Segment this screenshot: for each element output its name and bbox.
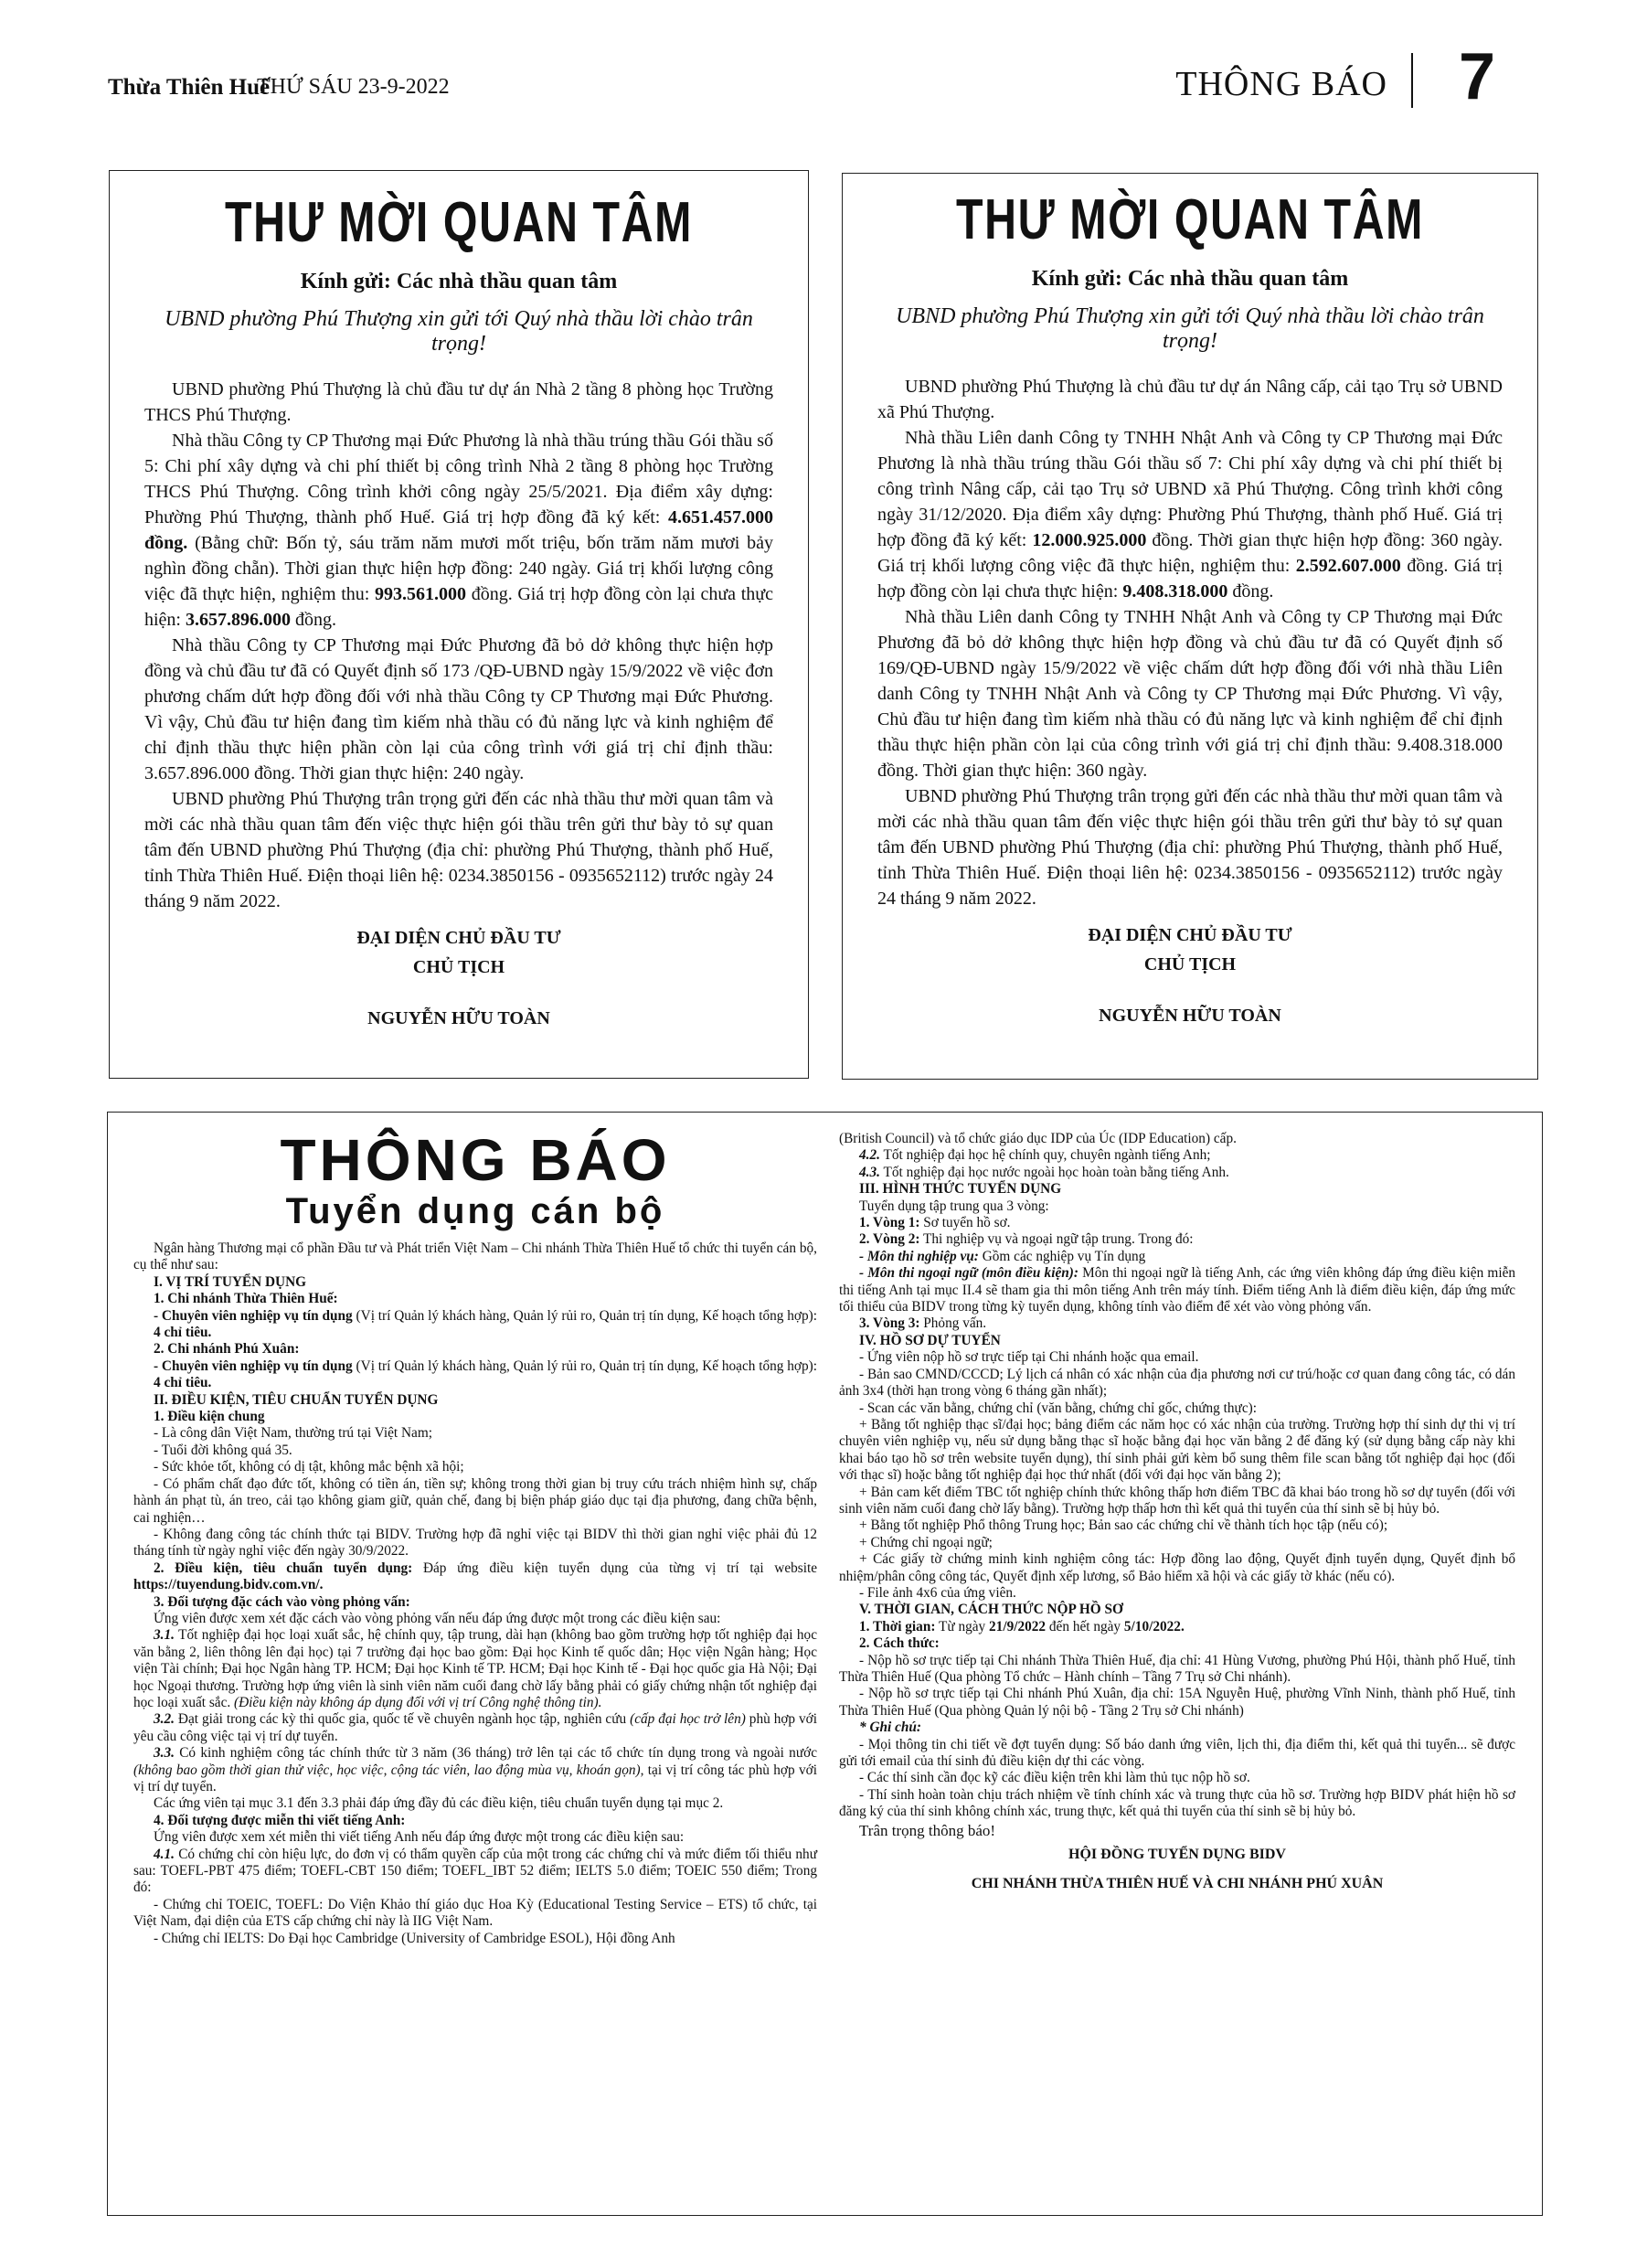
notice-body: [144, 377, 773, 914]
notice-paragraph: Nhà thầu Liên danh Công ty TNHH Nhật Anh và Công ty CP Thương mại Đức Phương đã bỏ dở không thực hiện hợp đồng và chủ đầu tư đã có Quyết định số 169/QĐ-UBND ngày 15/9/2022 về việc chấm dứt hợp đồng đối với nhà thầu Liên danh Công ty TNHH Nhật Anh và Công ty CP Thương mại Đức Phương. Vì vậy, Chủ đầu tư hiện đang tìm kiếm nhà thầu có đủ năng lực và kinh nghiệm để chỉ định thầu thực hiện phần còn lại của công trình với giá trị chỉ định thầu: 9.408.318.000 đồng. Thời gian thực hiện: 360 ngày.: [877, 607, 1503, 782]
notice-paragraph: Nhà thầu Công ty CP Thương mại Đức Phương là nhà thầu trúng thầu Gói thầu số 5: Chi phí xây dựng và chi phí thiết bị công trình Nhà 2 tầng 8 phòng học Trường THCS Phú Thượng. Công trình khởi công ngày 25/5/2021. Địa điểm xây dựng: Phường Phú Thượng, thành phố Huế. Giá trị hợp đồng đã ký kết: 4.651.457.000 đồng. (Bằng chữ: Bốn tỷ, sáu trăm năm mươi mốt triệu, bốn trăm năm mươi bảy nghìn đồng chẵn). Thời gian thực hiện hợp đồng: 240 ngày. Giá trị khối lượng công việc đã thực hiện, nghiệm thu: 993.561.000 đồng. Giá trị hợp đồng còn lại chưa thực hiện: 3.657.896.000 đồng.: [144, 431, 774, 631]
notice-title: THƯ MỜI QUAN TÂM: [956, 188, 1424, 251]
notice-intro: UBND phường Phú Thượng xin gửi tới Quý nhà thầu lời chào trân trọng!: [896, 304, 1484, 354]
signatory-2: CHI NHÁNH THỪA THIÊN HUẾ VÀ CHI NHÁNH PHÚ XUÂN: [971, 1876, 1384, 1892]
notice-greeting: Kính gửi: Các nhà thầu quan tâm: [1031, 267, 1349, 292]
notice-box-1: [109, 170, 809, 1079]
recruitment-subtitle: Tuyển dụng cán bộ: [285, 1191, 665, 1231]
section-heading: III. HÌNH THỨC TUYỂN DỤNG: [859, 1181, 1062, 1198]
notice-title: THƯ MỜI QUAN TÂM: [225, 191, 693, 254]
notice-paragraph: UBND phường Phú Thượng trân trọng gửi đến các nhà thầu thư mời quan tâm và mời các nhà thầu quan tâm đến việc thực hiện gói thầu trên gửi thư bày tỏ sự quan tâm đến UBND phường Phú Thượng (địa chỉ: phường Phú Thượng, thành phố Huế, tỉnh Thừa Thiên Huế. Điện thoại liên hệ: 0234.3850156 - 0935652112) trước ngày 24 tháng 9 năm 2022.: [877, 786, 1503, 910]
notice-paragraph: Nhà thầu Công ty CP Thương mại Đức Phương đã bỏ dở không thực hiện hợp đồng và chủ đầu tư đã có Quyết định số 173 /QĐ-UBND ngày 15/9/2022 về việc đơn phương chấm dứt hợp đồng đối với nhà thầu Công ty CP Thương mại Đức Phương. Vì vậy, Chủ đầu tư hiện đang tìm kiếm nhà thầu có đủ năng lực và kinh nghiệm để chỉ định thầu thực hiện phần còn lại của công trình với giá trị chỉ định thầu: 3.657.896.000 đồng. Thời gian thực hiện: 240 ngày.: [144, 635, 773, 784]
notice-paragraph: UBND phường Phú Thượng trân trọng gửi đến các nhà thầu thư mời quan tâm và mời các nhà thầu quan tâm đến việc thực hiện gói thầu trên gửi thư bày tỏ sự quan tâm đến UBND phường Phú Thượng (địa chỉ: phường Phú Thượng, thành phố Huế, tỉnh Thừa Thiên Huế. Điện thoại liên hệ: 0234.3850156 - 0935652112) trước ngày 24 tháng 9 năm 2022.: [144, 789, 773, 912]
section-heading: V. THỜI GIAN, CÁCH THỨC NỘP HỒ SƠ: [859, 1602, 1123, 1618]
recruitment-intro: Ngân hàng Thương mại cổ phần Đầu tư và Phát triển Việt Nam – Chi nhánh Thừa Thiên Huế tổ chức thi tuyển cán bộ, cụ thể như sau:: [133, 1240, 817, 1273]
notice-signature: ĐẠI DIỆN CHỦ ĐẦU TƯ CHỦ TỊCH NGUYỄN HỮU TOÀN: [1088, 925, 1292, 1027]
recruitment-left-column: THÔNG BÁO Tuyển dụng cán bộ Ngân hàng Thương mại cổ phần Đầu tư và Phát triển Việt Nam – Chi nhánh Thừa Thiên Huế tổ chức thi tuyển cán bộ, cụ thể như sau: I. VỊ TRÍ TUYỂN DỤNG 1. Chi nhánh Thừa Thiên Huế: - Chuyên viên nghiệp vụ tín dụng (Vị trí Quản lý khách hàng, Quản lý rủi ro, Quản trị tín dụng, Kế hoạch tổng hợp): 4 chỉ tiêu. 2. Chi nhánh Phú Xuân: - Chuyên viên nghiệp vụ tín dụng (Vị trí Quản lý khách hàng, Quản lý rủi ro, Quản trị tín dụng, Kế hoạch tổng hợp): 4 chỉ tiêu. II. ĐIỀU KIỆN, TIÊU CHUẨN TUYỂN DỤNG 1. Điều kiện chung - Là công dân Việt Nam, thường trú tại Việt Nam; - Tuổi đời không quá 35. - Sức khỏe tốt, không có dị tật, không mắc bệnh xã hội; - Có phẩm chất đạo đức tốt, không có tiền án, tiền sự; không trong thời gian bị truy cứu trách nhiệm hình sự, chấp hành án phạt tù, án treo, cải tạo không giam giữ, quản chế, đang bị biện pháp giáo dục tại địa phương, đang chữa bệnh, cai nghiện… - Không đang công tác chính thức tại BIDV. Trường hợp đã nghỉ việc tại BIDV thì thời gian nghỉ việc phải đủ 12 tháng tính từ ngày nghỉ việc đến ngày 30/9/2022. 2. Điều kiện, tiêu chuẩn tuyển dụng: Đáp ứng điều kiện tuyển dụng của từng vị trí tại website https://tuyendung.bidv.com.vn/. 3. Đối tượng đặc cách vào vòng phỏng vấn: Ứng viên được xem xét đặc cách vào vòng phỏng vấn nếu đáp ứng được một trong các điều kiện sau: 3.1. Tốt nghiệp đại học loại xuất sắc, hệ chính quy, tập trung, dài hạn (không bao gồm trường hợp tốt nghiệp đại học văn bằng 2, liên thông lên đại học) tại 7 trường đại học bao gồm: Đại học Kinh tế quốc dân; Học viện Ngân hàng; Học viện Tài chính; Đại học Ngân hàng TP. HCM; Đại học Kinh tế TP. HCM; Đại học Kinh tế - Đại học quốc gia Hà Nội; Đại học Ngoại thương. Trường hợp ứng viên là sinh viên năm cuối đang chờ lấy bằng phải có giấy chứng nhận tốt nghiệp đại học loại xuất sắc. (Điều kiện này không áp dụng đối với vị trí Công nghệ thông tin). 3.2. Đạt giải trong các kỳ thi quốc gia, quốc tế về chuyên ngành học tập, nghiên cứu (cấp đại học trở lên) phù hợp với yêu cầu công việc tại vị trí dự tuyển. 3.3. Có kinh nghiệm công tác chính thức từ 3 năm (36 tháng) trở lên tại các tổ chức tín dụng trong và ngoài nước (không bao gồm thời gian thử việc, học việc, cộng tác viên, lao động mùa vụ, khoán gọn), tại vị trí công tác phù hợp với vị trí dự tuyển. Các ứng viên tại mục 3.1 đến 3.3 phải đáp ứng đầy đủ các điều kiện, tiêu chuẩn tuyển dụng tại mục 2. 4. Đối tượng được miễn thi viết tiếng Anh: Ứng viên được xem xét miễn thi viết tiếng Anh nếu đáp ứng được một trong các điều kiện sau: 4.1. Có chứng chỉ còn hiệu lực, do đơn vị có thẩm quyền cấp của một trong các chứng chỉ và mức điểm tối thiểu như sau: TOEFL-PBT 475 điểm; TOEFL-CBT 150 điểm; TOEFL_IBT 52 điểm; IELTS 5.0 điểm; TOEIC 550 điểm; Trong đó: - Chứng chỉ TOEIC, TOEFL: Do Viện Khảo thí giáo dục Hoa Kỳ (Educational Testing Service – ETS) tổ chức, tại Việt Nam, đại diện của ETS cấp chứng chỉ này là IIG Việt Nam. - Chứng chỉ IELTS: Do Đại học Cambridge (University of Cambridge ESOL), Hội đồng Anh: [133, 1127, 818, 1946]
notice-paragraph: UBND phường Phú Thượng là chủ đầu tư dự án Nâng cấp, cải tạo Trụ sở UBND xã Phú Thượng.: [877, 377, 1503, 423]
notice-body: [877, 374, 1503, 911]
issue-date: THỨ SÁU 23-9-2022: [257, 75, 450, 99]
section-heading: I. VỊ TRÍ TUYỂN DỤNG: [154, 1273, 307, 1290]
notice-paragraph: UBND phường Phú Thượng là chủ đầu tư dự án Nhà 2 tầng 8 phòng học Trường THCS Phú Thượng.: [144, 379, 773, 426]
signatory-1: HỘI ĐỒNG TUYỂN DỤNG BIDV: [1068, 1847, 1286, 1863]
header-divider: [1411, 53, 1413, 108]
recruitment-notice-box: [107, 1112, 1543, 2216]
notice-greeting: Kính gửi: Các nhà thầu quan tâm: [300, 270, 618, 294]
notice-signature: ĐẠI DIỆN CHỦ ĐẦU TƯ CHỦ TỊCH NGUYỄN HỮU TOÀN: [356, 928, 561, 1029]
recruitment-title: THÔNG BÁO: [280, 1127, 671, 1193]
publication-name: Thừa Thiên Huế: [108, 75, 271, 100]
notice-paragraph: Nhà thầu Liên danh Công ty TNHH Nhật Anh và Công ty CP Thương mại Đức Phương là nhà thầu trúng thầu Gói thầu số 7: Chi phí xây dựng và chi phí thiết bị công trình Nâng cấp, cải tạo Trụ sở UBND xã Phú Thượng. Công trình khởi công ngày 31/12/2020. Địa điểm xây dựng: Phường Phú Thượng, thành phố Huế. Giá trị hợp đồng đã ký kết: 12.000.925.000 đồng. Thời gian thực hiện hợp đồng: 360 ngày. Giá trị khối lượng công việc đã thực hiện, nghiệm thu: 2.592.607.000 đồng. Giá trị hợp đồng còn lại chưa thực hiện: 9.408.318.000 đồng.: [877, 428, 1504, 602]
page-header: [108, 40, 1550, 113]
page-number: 7: [1458, 40, 1495, 113]
notice-box-2: [842, 173, 1538, 1080]
recruitment-right-column: (British Council) và tổ chức giáo dục IDP của Úc (IDP Education) cấp. 4.2. Tốt nghiệp đại học hệ chính quy, chuyên ngành tiếng Anh; 4.3. Tốt nghiệp đại học nước ngoài học hoàn toàn bằng tiếng Anh. III. HÌNH THỨC TUYỂN DỤNG Tuyển dụng tập trung qua 3 vòng: 1. Vòng 1: Sơ tuyển hồ sơ. 2. Vòng 2: Thi nghiệp vụ và ngoại ngữ tập trung. Trong đó: - Môn thi nghiệp vụ: Gồm các nghiệp vụ Tín dụng - Môn thi ngoại ngữ (môn điều kiện): Môn thi ngoại ngữ là tiếng Anh, các ứng viên không đáp ứng điều kiện miễn thi tiếng Anh tại mục II.4 sẽ tham gia thi môn tiếng Anh trên máy tính. Điểm tiếng Anh là điểm điều kiện, đáp ứng mức tối thiểu của BIDV trong từng kỳ tuyển dụng, không tính vào điểm để xét vào vòng phỏng vấn. 3. Vòng 3: Phỏng vấn. IV. HỒ SƠ DỰ TUYỂN - Ứng viên nộp hồ sơ trực tiếp tại Chi nhánh hoặc qua email. - Bản sao CMND/CCCD; Lý lịch cá nhân có xác nhận của địa phương nơi cư trú/hoặc cơ quan đang công tác, có dán ảnh 3x4 (thời hạn trong vòng 6 tháng gần nhất); - Scan các văn bằng, chứng chỉ (văn bằng, chứng chỉ gốc, chứng thực): + Bằng tốt nghiệp thạc sĩ/đại học; bảng điểm các năm học có xác nhận của trường. Trường hợp thí sinh dự thi vị trí chuyên viên nghiệp vụ, nếu sử dụng bằng thạc sĩ hoặc bằng đại học văn bằng 2 để đăng ký (sử dụng bằng cấp này khi khai báo tạo hồ sơ trên website tuyển dụng), thí sinh phải gửi kèm bổ sung thêm file scan bằng tốt nghiệp đại học (đối với thạc sĩ) hoặc bằng tốt nghiệp đại học thứ nhất (đối với đại học văn bằng 2); + Bản cam kết điểm TBC tốt nghiệp chính thức không thấp hơn điểm TBC đã khai báo trong hồ sơ dự tuyển (đối với sinh viên năm cuối đang chờ lấy bằng). Trường hợp thấp hơn thì kết quả thi tuyển của thí sinh sẽ bị hủy bỏ. + Bằng tốt nghiệp Phổ thông Trung học; Bản sao các chứng chỉ về thành tích học tập (nếu có); + Chứng chỉ ngoại ngữ; + Các giấy tờ chứng minh kinh nghiệm công tác: Hợp đồng lao động, Quyết định tuyển dụng, Quyết định bổ nhiệm/phân công công tác, Quyết định xếp lương, sổ Bảo hiểm xã hội và các giấy tờ khác (nếu có). - File ảnh 4x6 của ứng viên. V. THỜI GIAN, CÁCH THỨC NỘP HỒ SƠ 1. Thời gian: Từ ngày 21/9/2022 đến hết ngày 5/10/2022. 2. Cách thức: - Nộp hồ sơ trực tiếp tại Chi nhánh Thừa Thiên Huế, địa chỉ: 41 Hùng Vương, phường Phú Hội, thành phố Huế, tỉnh Thừa Thiên Huế (Qua phòng Tổ chức – Hành chính – Tầng 7 Trụ sở Chi nhánh). - Nộp hồ sơ trực tiếp tại Chi nhánh Phú Xuân, địa chỉ: 15A Nguyễn Huệ, phường Vĩnh Ninh, thành phố Huế, tỉnh Thừa Thiên Huế (Qua phòng Quản lý nội bộ - Tầng 2 Trụ sở Chi nhánh) * Ghi chú: - Mọi thông tin chi tiết về đợt tuyển dụng: Số báo danh ứng viên, lịch thi, địa điểm thi, kết quả thi tuyển... sẽ được gửi tới email của thí sinh đủ điều kiện dự thi các vòng. - Các thí sinh cần đọc kỹ các điều kiện trên khi làm thủ tục nộp hồ sơ. - Thí sinh hoàn toàn chịu trách nhiệm về tính chính xác và trung thực của hồ sơ. Trường hợp BIDV phát hiện hồ sơ đăng ký của thí sinh không chính xác, trung thực, kết quả thi tuyển của thí sinh sẽ bị hủy bỏ. Trân trọng thông báo! HỘI ĐỒNG TUYỂN DỤNG BIDV CHI NHÁNH THỪA THIÊN HUẾ VÀ CHI NHÁNH PHÚ XUÂN: [839, 1131, 1516, 1892]
section-heading: II. ĐIỀU KIỆN, TIÊU CHUẨN TUYỂN DỤNG: [154, 1391, 439, 1408]
closing-text: Trân trọng thông báo!: [859, 1821, 996, 1839]
notice-intro: UBND phường Phú Thượng xin gửi tới Quý nhà thầu lời chào trân trọng!: [165, 307, 753, 357]
section-heading: IV. HỒ SƠ DỰ TUYỂN: [859, 1332, 1001, 1348]
section-title: THÔNG BÁO: [1175, 65, 1387, 103]
